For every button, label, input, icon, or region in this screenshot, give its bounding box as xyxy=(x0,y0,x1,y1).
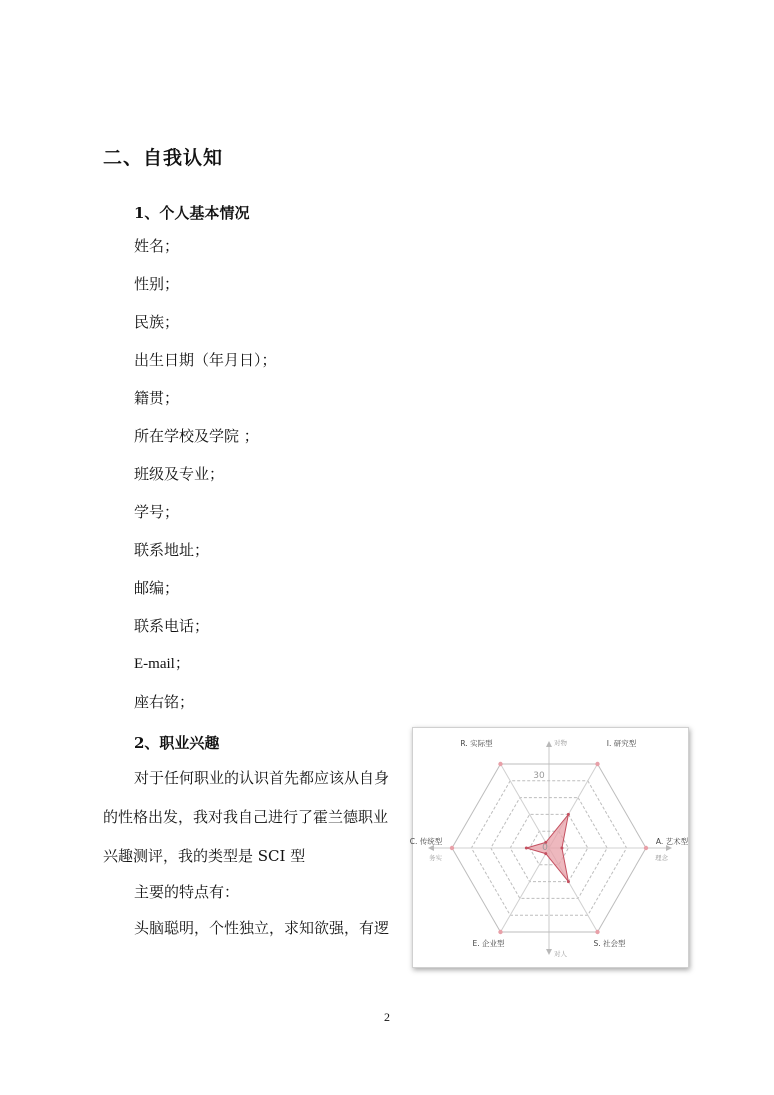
axis-type-label: C. 传统型 xyxy=(409,837,443,846)
field-gender: 性别； xyxy=(134,275,180,293)
features-label: 主要的特点有： xyxy=(134,883,240,901)
data-point xyxy=(560,847,563,850)
radar-svg xyxy=(409,728,689,967)
field-birthdate: 出生日期（年月日）； xyxy=(134,351,277,369)
field-class: 班级及专业； xyxy=(134,465,225,483)
direction-label-left: 务实 xyxy=(429,854,442,862)
field-postcode: 邮编； xyxy=(134,579,180,597)
basic-info-heading: 1、个人基本情况 xyxy=(134,204,250,222)
axis-type-label: A. 艺术型 xyxy=(655,837,689,846)
axis-type-label: E. 企业型 xyxy=(472,939,505,949)
data-point xyxy=(525,847,528,850)
field-email: E-mail； xyxy=(134,656,190,672)
career-interest-heading: 2、职业兴趣 xyxy=(134,734,220,752)
spoke-line xyxy=(501,848,550,932)
tick-label-zero: 0 xyxy=(542,843,548,853)
field-address: 联系地址； xyxy=(134,541,210,559)
vertex-dot xyxy=(595,762,599,766)
para-line-1: 对于任何职业的认识首先都应该从自身 xyxy=(134,769,390,787)
tick-label-max: 30 xyxy=(533,771,545,781)
data-point xyxy=(567,880,570,883)
field-student-id: 学号； xyxy=(134,503,180,521)
section-title: 二、自我认知 xyxy=(103,147,224,169)
direction-label-right: 理念 xyxy=(655,854,668,862)
arrow-top-icon xyxy=(546,741,552,747)
axis-type-label: I. 研究型 xyxy=(606,738,637,748)
holland-radar-chart xyxy=(409,727,689,968)
trait-line: 头脑聪明，个性独立，求知欲强，有逻 xyxy=(134,919,390,937)
para-line-2: 的性格出发，我对我自己进行了霍兰德职业 xyxy=(103,808,389,826)
vertex-dot xyxy=(644,846,648,850)
page-number: 2 xyxy=(384,1010,390,1024)
data-point xyxy=(567,813,570,816)
field-phone: 联系电话； xyxy=(134,617,210,635)
field-hometown: 籍贯； xyxy=(134,389,180,407)
field-school: 所在学校及学院 ； xyxy=(134,427,259,445)
vertex-dot xyxy=(595,930,599,934)
vertex-dot xyxy=(498,930,502,934)
vertex-dot xyxy=(450,846,454,850)
direction-label-top: 对物 xyxy=(554,739,567,747)
direction-label-bottom: 对人 xyxy=(554,950,567,958)
field-ethnicity: 民族； xyxy=(134,313,180,331)
para-line-3: 兴趣测评，我的类型是 SCI 型 xyxy=(103,847,306,865)
axis-type-label: S. 社会型 xyxy=(593,939,626,949)
field-name: 姓名； xyxy=(134,237,180,255)
field-motto: 座右铭； xyxy=(134,693,195,711)
arrow-bottom-icon xyxy=(546,949,552,955)
axis-type-label: R. 实际型 xyxy=(460,738,493,748)
vertex-dot xyxy=(498,762,502,766)
